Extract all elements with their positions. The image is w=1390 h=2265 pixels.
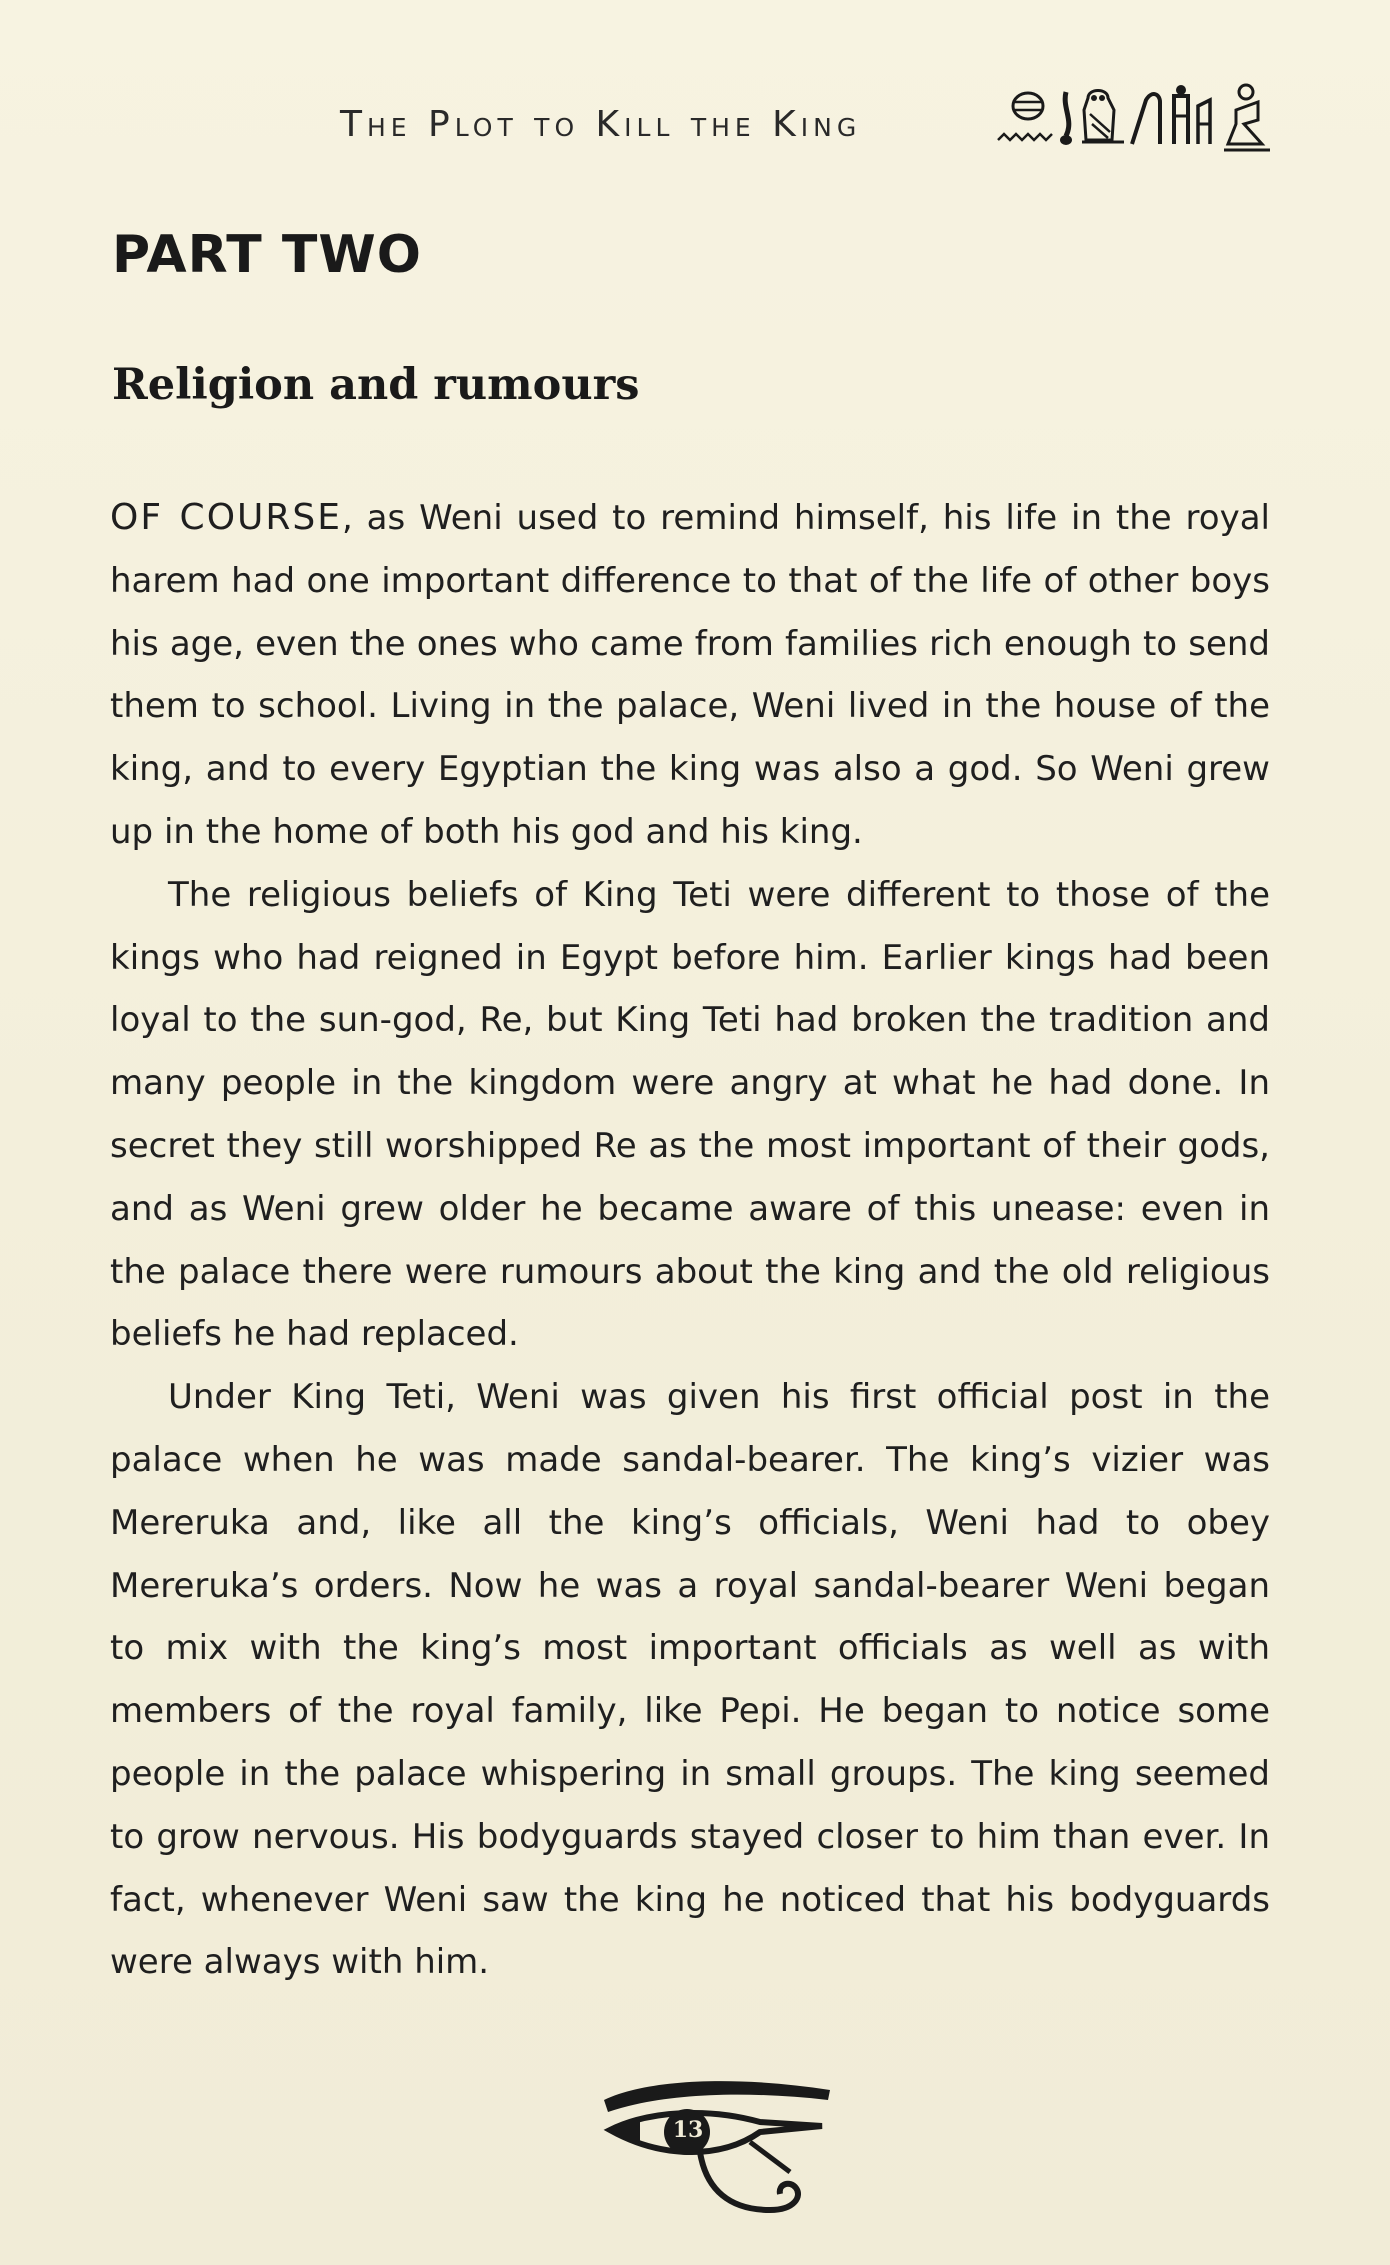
paragraph-text: , as Weni used to remind himself, his life in the royal harem had one important difference to that of the life of other boys his age, even the ones who came from families rich enough to send them to school. Living in the palace, Weni lived in the house of the king, and to every Egyptian the king was also a god. So Weni grew up in the home of both his god and his king. [110,498,1270,852]
part-title: PART TWO [112,225,422,285]
running-head: The Plot to Kill the King [340,104,862,145]
eye-of-horus-icon [590,2060,850,2220]
section-title: Religion and rumours [112,360,640,410]
body-text [110,487,1270,1994]
paragraph-1 [110,487,1270,864]
hieroglyph-cartouche-icon [996,80,1276,156]
paragraph-3: Under King Teti, Weni was given his first official post in the palace when he was made sandal-bearer. The king’s vizier was Mereruka and, like all the king’s officials, Weni had to obey Mereruka’s orders. Now he was a royal sandal-bearer Weni began to mix with the king’s most important officials as well as with members of the royal family, like Pepi. He began to notice some people in the palace whispering in small groups. The king seemed to grow nervous. His bodyguards stayed closer to him than ever. In fact, whenever Weni saw the king he noticed that his bodyguards were always with him. [110,1377,1270,1983]
page-number: 13 [672,2117,704,2143]
paragraph-lead: OF COURSE [110,497,342,538]
paragraph-2: The religious beliefs of King Teti were different to those of the kings who had reigned in Egypt before him. Earlier kings had been loyal to the sun-god, Re, but King Teti had broken the tradition and many people in the kingdom were angry at what he had done. In secret they still worshipped Re as the most important of their gods, and as Weni grew older he became aware of this unease: even in the palace there were rumours about the king and the old religious beliefs he had replaced. [110,874,1270,1355]
